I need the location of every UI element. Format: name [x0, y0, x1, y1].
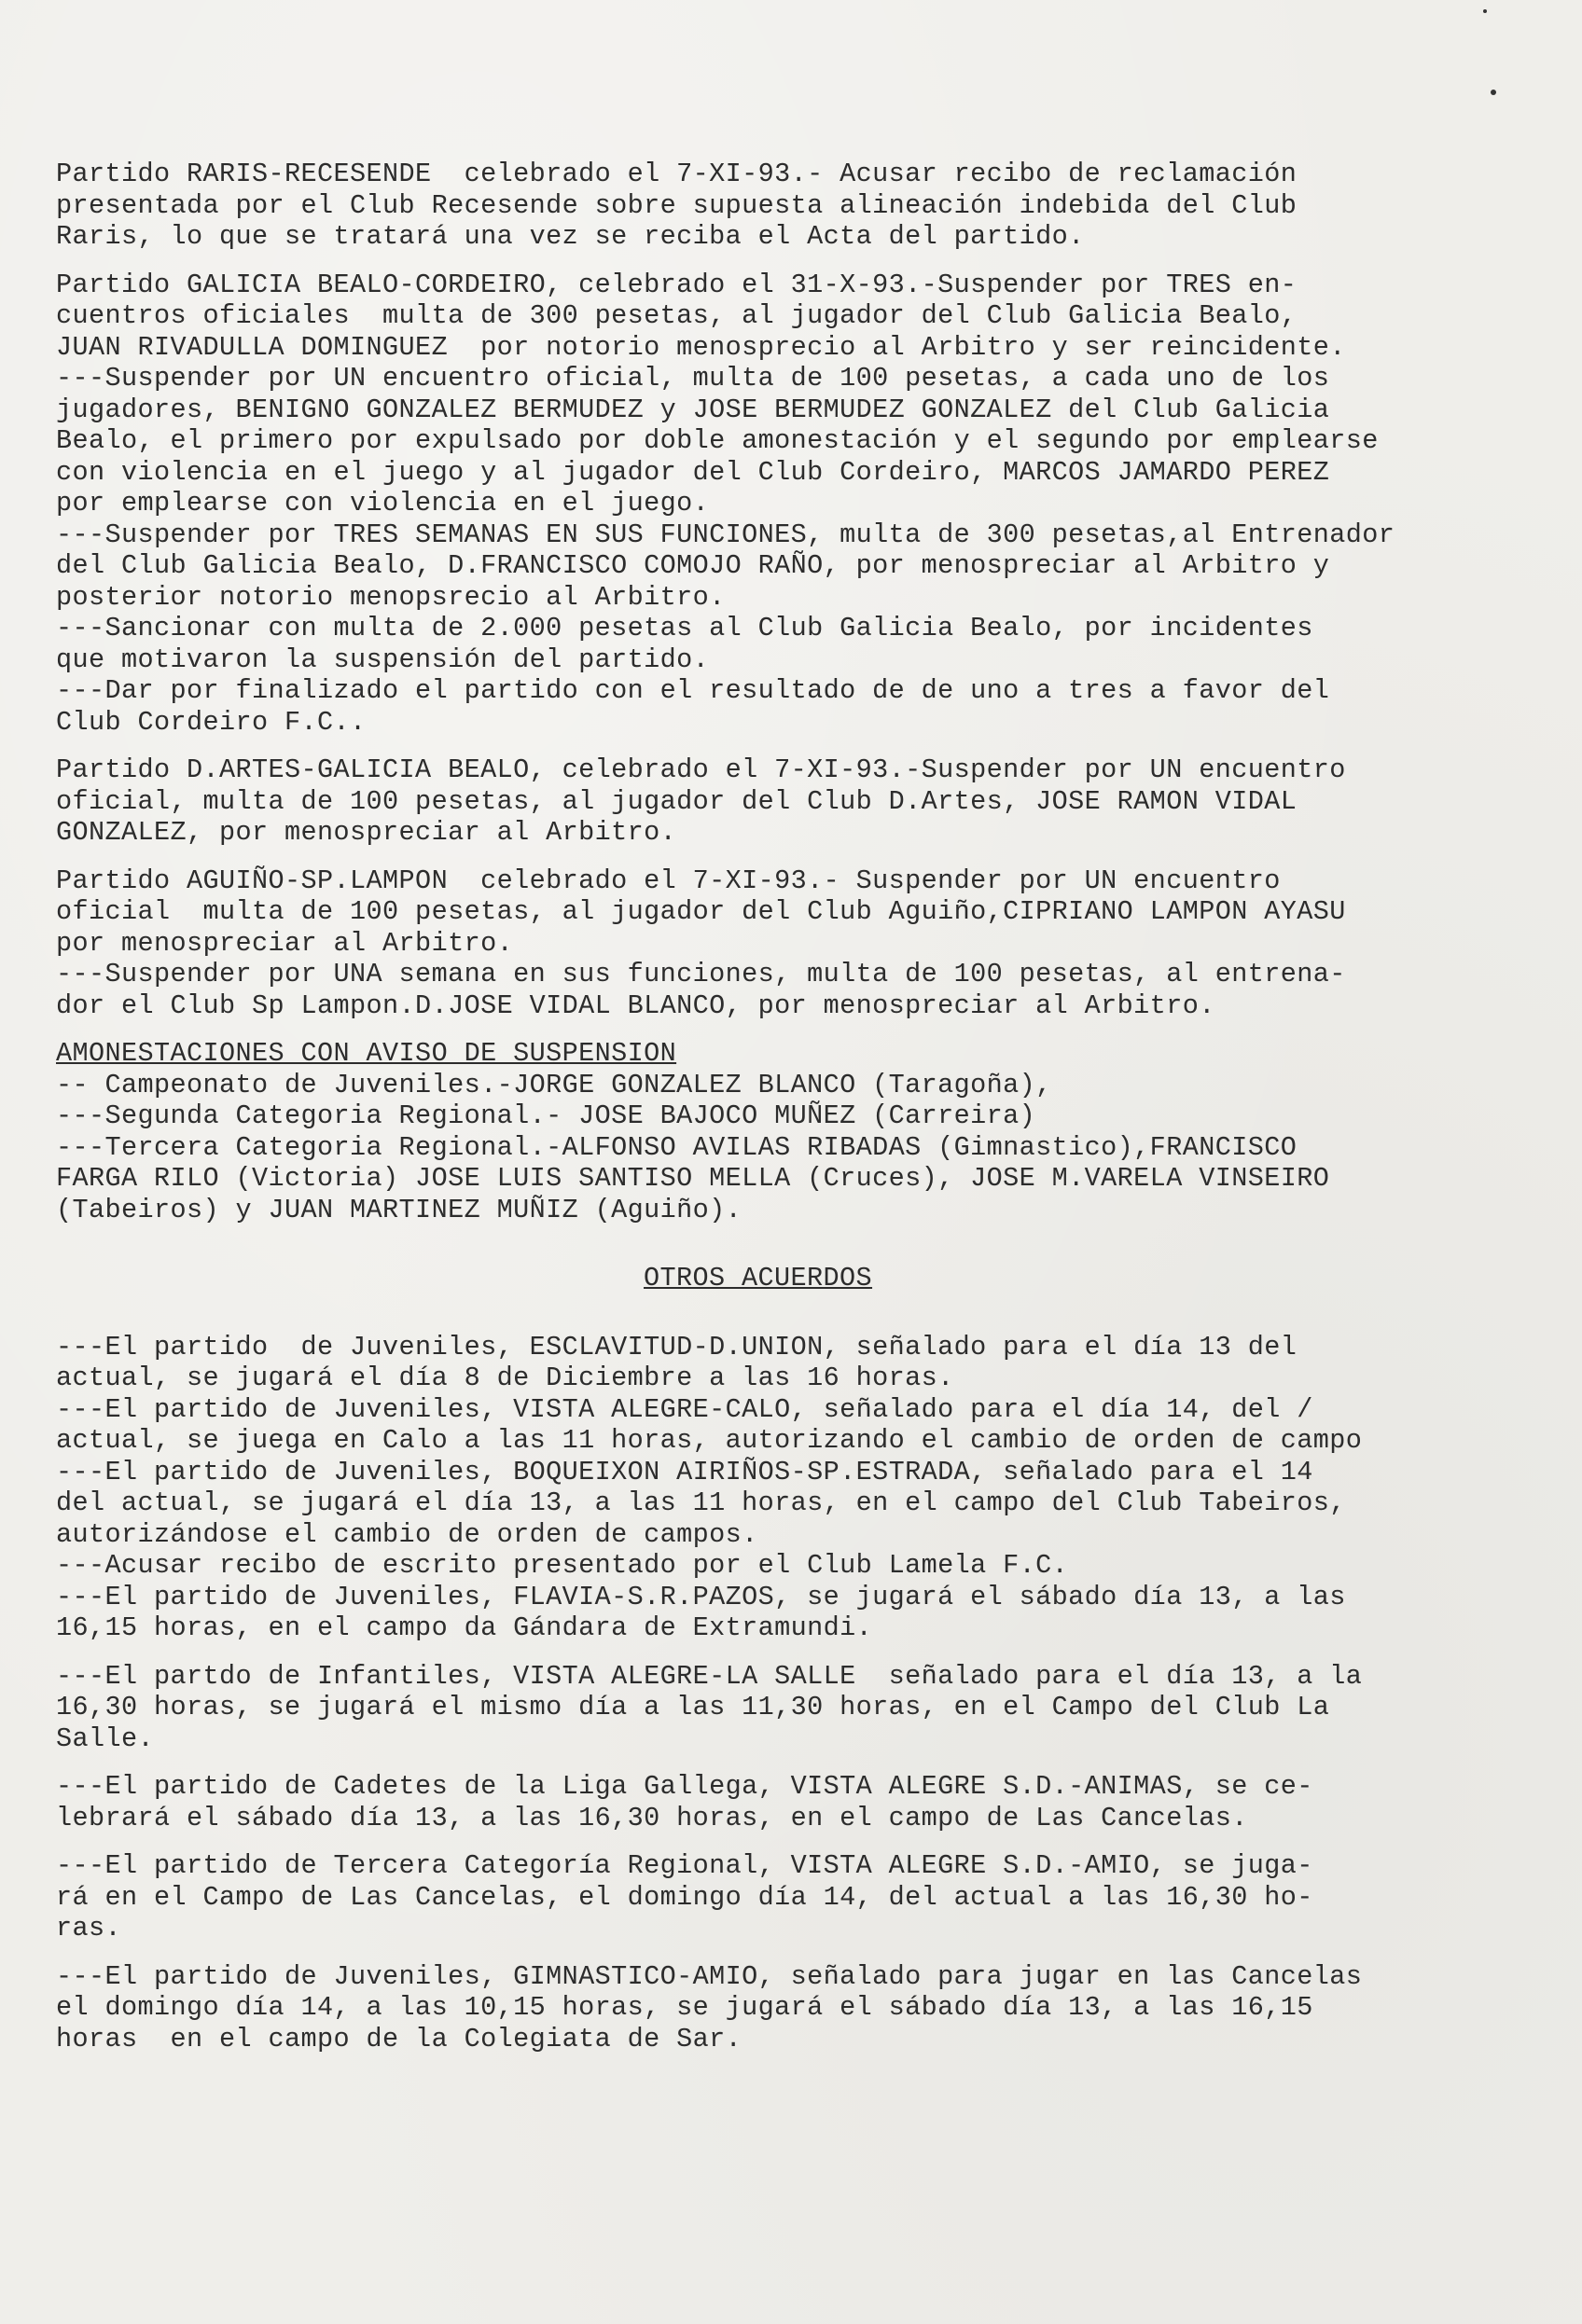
acuerdo-paragraph — [56, 1850, 1548, 1944]
text-line: ---El partido de Juveniles, FLAVIA-S.R.PAZOS, se jugará el sábado día 13, a las — [56, 1581, 1346, 1612]
otros-acuerdos-title: OTROS ACUERDOS — [644, 1263, 873, 1293]
text-line: dor el Club Sp Lampon.D.JOSE VIDAL BLANCO, por menospreciar al Arbitro. — [56, 989, 1215, 1021]
text-line: del Club Galicia Bealo, D.FRANCISCO COMOJO RAÑO, por menospreciar al Arbitro y — [56, 550, 1330, 581]
text-line: Partido D.ARTES-GALICIA BEALO, celebrado el 7-XI-93.-Suspender por UN encuentro — [56, 754, 1346, 785]
text-line: lebrará el sábado día 13, a las 16,30 horas, en el campo de Las Cancelas. — [56, 1802, 1248, 1833]
resolution-paragraph — [56, 159, 1548, 253]
resolution-paragraph — [56, 865, 1548, 1022]
text-line: ---El partido de Juveniles, GIMNASTICO-AMIO, señalado para jugar en las Cancelas — [56, 1960, 1363, 1992]
text-line: actual, se jugará el día 8 de Diciembre a las 16 horas. — [56, 1363, 954, 1393]
acuerdo-paragraph — [56, 1771, 1548, 1833]
text-line: actual, se juega en Calo a las 11 horas, autorizando el cambio de orden de campo — [56, 1425, 1363, 1456]
text-line: que motivaron la suspensión del partido. — [56, 643, 710, 675]
text-line: cuentros oficiales multa de 300 pesetas, al jugador del Club Galicia Bealo, — [56, 300, 1298, 331]
ink-speck — [1491, 90, 1496, 95]
document-body — [56, 159, 1548, 2054]
acuerdo-paragraph — [56, 1661, 1548, 1755]
text-line: oficial, multa de 100 pesetas, al jugador del Club D.Artes, JOSE RAMON VIDAL — [56, 785, 1298, 817]
text-line: Partido RARIS-RECESENDE celebrado el 7-XI-93.- Acusar recibo de reclamación — [56, 159, 1298, 189]
text-line: Club Cordeiro F.C.. — [56, 706, 367, 738]
text-line: ---Suspender por UNA semana en sus funciones, multa de 100 pesetas, al entrena- — [56, 959, 1346, 989]
text-line: ---Tercera Categoria Regional.-ALFONSO AVILAS RIBADAS (Gimnastico),FRANCISCO — [56, 1131, 1298, 1163]
resolutions-section — [56, 159, 1548, 1038]
text-line: JUAN RIVADULLA DOMINGUEZ por notorio menosprecio al Arbitro y ser reincidente. — [56, 331, 1346, 363]
resolution-paragraph — [56, 270, 1548, 739]
text-line: por emplearse con violencia en el juego. — [56, 488, 710, 519]
text-line: ras. — [56, 1913, 122, 1944]
text-line: Bealo, el primero por expulsado por doble amonestación y el segundo por emplearse — [56, 425, 1379, 456]
text-line: ---Segunda Categoria Regional.- JOSE BAJOCO MUÑEZ (Carreira) — [56, 1100, 1036, 1131]
text-line: el domingo día 14, a las 10,15 horas, se jugará el sábado día 13, a las 16,15 — [56, 1992, 1313, 2023]
text-line: ---El partido de Cadetes de la Liga Gallega, VISTA ALEGRE S.D.-ANIMAS, se ce- — [56, 1771, 1313, 1802]
text-line: con violencia en el juego y al jugador del Club Cordeiro, MARCOS JAMARDO PEREZ — [56, 456, 1330, 488]
acuerdo-paragraph — [56, 1961, 1548, 2055]
text-line: Partido GALICIA BEALO-CORDEIRO, celebrado el 31-X-93.-Suspender por TRES en- — [56, 269, 1298, 300]
text-line: (Tabeiros) y JUAN MARTINEZ MUÑIZ (Aguiño). — [56, 1194, 742, 1225]
text-line: GONZALEZ, por menospreciar al Arbitro. — [56, 817, 677, 848]
text-line: rá en el Campo de Las Cancelas, el domingo día 14, del actual a las 16,30 ho- — [56, 1881, 1313, 1913]
text-line: ---Suspender por TRES SEMANAS EN SUS FUNCIONES, multa de 300 pesetas,al Entrenador — [56, 519, 1395, 550]
text-line: oficial multa de 100 pesetas, al jugador del Club Aguiño,CIPRIANO LAMPON AYASU — [56, 896, 1346, 927]
text-line: por menospreciar al Arbitro. — [56, 927, 514, 959]
text-line: ---El partido de Juveniles, BOQUEIXON AIRIÑOS-SP.ESTRADA, señalado para el 14 — [56, 1456, 1313, 1487]
text-line: Raris, lo que se tratará una vez se reciba el Acta del partido. — [56, 221, 1085, 252]
text-line: Partido AGUIÑO-SP.LAMPON celebrado el 7-XI-93.- Suspender por UN encuentro — [56, 865, 1281, 896]
text-line: ---Acusar recibo de escrito presentado por el Club Lamela F.C. — [56, 1550, 1069, 1581]
text-line: ---El partido de Juveniles, ESCLAVITUD-D.UNION, señalado para el día 13 del — [56, 1331, 1298, 1363]
text-line: ---El partido de Tercera Categoría Regional, VISTA ALEGRE S.D.-AMIO, se juga- — [56, 1850, 1313, 1881]
text-line: ---El partdo de Infantiles, VISTA ALEGRE-LA SALLE señalado para el día 13, a la — [56, 1660, 1363, 1692]
resolution-paragraph — [56, 754, 1548, 849]
text-line: del actual, se jugará el día 13, a las 11 horas, en el campo del Club Tabeiros, — [56, 1487, 1346, 1518]
text-line: ---El partido de Juveniles, VISTA ALEGRE-CALO, señalado para el día 14, del / — [56, 1393, 1313, 1425]
text-line: horas en el campo de la Colegiata de Sar. — [56, 2023, 742, 2054]
ink-speck — [1483, 9, 1487, 13]
text-line: FARGA RILO (Victoria) JOSE LUIS SANTISO MELLA (Cruces), JOSE M.VARELA VINSEIRO — [56, 1163, 1330, 1194]
text-line: jugadores, BENIGNO GONZALEZ BERMUDEZ y JOSE BERMUDEZ GONZALEZ del Club Galicia — [56, 394, 1330, 425]
text-line: autorizándose el cambio de orden de campos. — [56, 1518, 758, 1550]
text-line: ---Dar por finalizado el partido con el resultado de de uno a tres a favor del — [56, 675, 1330, 706]
amonestaciones-section — [56, 1038, 1548, 1225]
text-line: posterior notorio menopsrecio al Arbitro. — [56, 581, 726, 613]
acuerdo-paragraph — [56, 1332, 1548, 1644]
text-line: 16,15 horas, en el campo da Gándara de Extramundi. — [56, 1612, 873, 1643]
text-line: Salle. — [56, 1722, 155, 1754]
text-line: ---Suspender por UN encuentro oficial, multa de 100 pesetas, a cada uno de los — [56, 363, 1330, 394]
text-line: -- Campeonato de Juveniles.-JORGE GONZALEZ BLANCO (Taragoña), — [56, 1069, 1052, 1100]
text-line: ---Sancionar con multa de 2.000 pesetas al Club Galicia Bealo, por incidentes — [56, 613, 1313, 643]
amonestaciones-heading: AMONESTACIONES CON AVISO DE SUSPENSION — [56, 1038, 677, 1069]
text-line: presentada por el Club Recesende sobre supuesta alineación indebida del Club — [56, 189, 1298, 221]
text-line: 16,30 horas, se jugará el mismo día a las 11,30 horas, en el Campo del Club La — [56, 1692, 1330, 1722]
otros-acuerdos-section — [56, 1332, 1548, 2055]
